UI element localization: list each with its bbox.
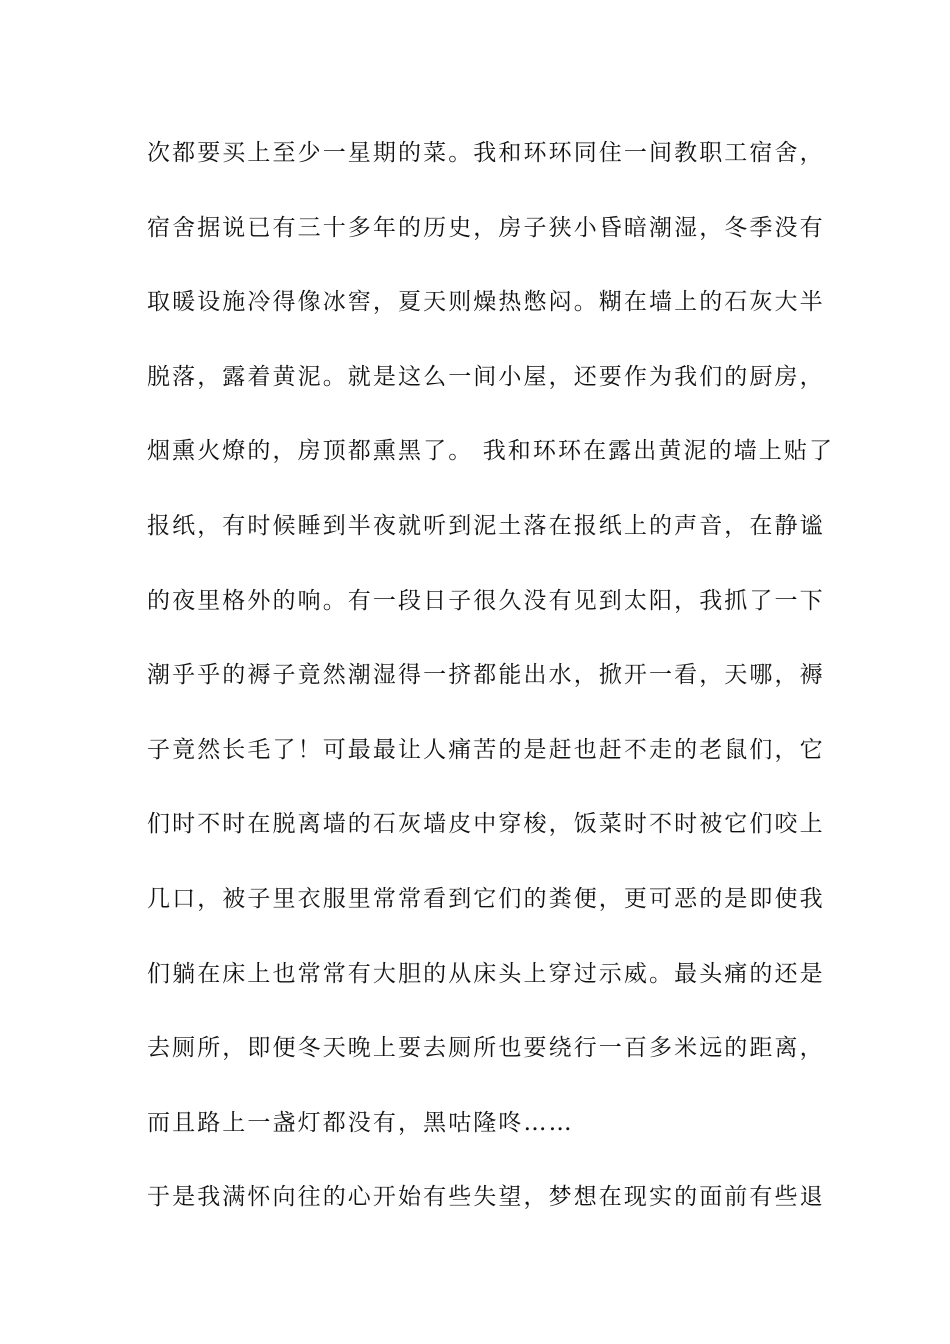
- text-line: 脱落，露着黄泥。就是这么一间小屋，还要作为我们的厨房，: [147, 363, 825, 390]
- body-text: [147, 133, 835, 1252]
- text-line: 的夜里格外的响。有一段日子很久没有见到太阳，我抓了一下: [147, 587, 825, 614]
- text-line: 子竟然长毛了！可最最让人痛苦的是赶也赶不走的老鼠们，它: [147, 736, 825, 763]
- text-line: 取暖设施冷得像冰窖，夏天则燥热憋闷。糊在墙上的石灰大半: [147, 289, 825, 316]
- text-line: 于是我满怀向往的心开始有些失望，梦想在现实的面前有些退: [147, 1184, 825, 1211]
- text-line: 宿舍据说已有三十多年的历史，房子狭小昏暗潮湿，冬季没有: [147, 214, 825, 241]
- text-line: 而且路上一盏灯都没有，黑咕隆咚……: [147, 1109, 574, 1136]
- text-line: 潮乎乎的褥子竟然潮湿得一挤都能出水，掀开一看，天哪，褥: [147, 662, 825, 689]
- text-line: 去厕所，即便冬天晚上要去厕所也要绕行一百多米远的距离，: [147, 1035, 825, 1062]
- text-line: 们时不时在脱离墙的石灰墙皮中穿梭，饭菜时不时被它们咬上: [147, 811, 825, 838]
- text-line: 次都要买上至少一星期的菜。我和环环同住一间教职工宿舍，: [147, 140, 825, 166]
- text-line: 们躺在床上也常常有大胆的从床头上穿过示威。最头痛的还是: [147, 960, 825, 987]
- text-line: 报纸，有时候睡到半夜就听到泥土落在报纸上的声音，在静谧: [147, 512, 825, 539]
- text-line: 烟熏火燎的，房顶都熏黑了。 我和环环在露出黄泥的墙上贴了: [147, 438, 835, 465]
- text-line: 几口，被子里衣服里常常看到它们的粪便，更可恶的是即使我: [147, 885, 825, 912]
